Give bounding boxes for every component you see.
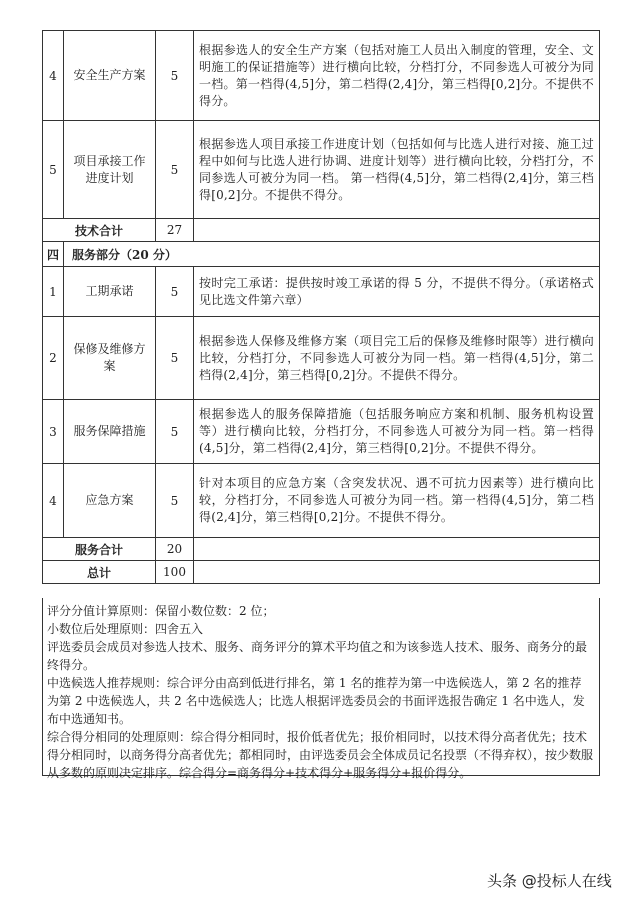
row-item: 服务保障措施 (64, 400, 156, 464)
section-number: 四 (43, 242, 64, 267)
row-number: 4 (43, 464, 64, 538)
row-item: 保修及维修方案 (64, 317, 156, 400)
row-number: 3 (43, 400, 64, 464)
note-line: 评选委员会成员对参选人技术、服务、商务评分的算术平均值之和为该参选人技术、服务、商务分的最终得分。 (47, 640, 588, 672)
row-item: 应急方案 (64, 464, 156, 538)
row-description: 根据参选人的安全生产方案（包括对施工人员出入制度的管理，安全、文明施工的保证措施等）进行横向比较，分档打分，不同参选人可被分为同一档。第一档得(4,5]分，第二档得(2,4]分，第三档得[0,2]分。不提供不得分。 (194, 31, 600, 121)
row-item: 项目承接工作进度计划 (64, 121, 156, 219)
section-title: 服务部分（20 分） (64, 242, 600, 267)
row-number: 4 (43, 31, 64, 121)
service-total-row (43, 538, 600, 561)
row-score: 5 (156, 317, 194, 400)
table-row (43, 267, 600, 317)
watermark: 头条 @投标人在线 (487, 872, 612, 890)
note-line: 评分分值计算原则：保留小数位数：2 位； (47, 604, 275, 618)
row-score: 5 (156, 121, 194, 219)
row-number: 2 (43, 317, 64, 400)
grand-total-label: 总计 (43, 561, 156, 584)
row-score: 5 (156, 267, 194, 317)
row-description: 按时完工承诺：提供按时竣工承诺的得 5 分，不提供不得分。（承诺格式见比选文件第六章） (194, 267, 600, 317)
row-description: 针对本项目的应急方案（含突发状况、遇不可抗力因素等）进行横向比较，分档打分，不同参选人可被分为同一档。第一档得(4,5]分，第二档得(2,4]分，第三档得[0,2]分。不提供不得分。 (194, 464, 600, 538)
table-row (43, 121, 600, 219)
note-line: 小数位后处理原则：四舍五入 (47, 622, 204, 636)
row-item: 工期承诺 (64, 267, 156, 317)
scoring-table (42, 30, 600, 584)
table-row (43, 400, 600, 464)
table-row (43, 31, 600, 121)
empty-cell (194, 538, 600, 561)
row-item: 安全生产方案 (64, 31, 156, 121)
row-number: 1 (43, 267, 64, 317)
note-line: 中选候选人推荐规则：综合评分由高到低进行排名，第 1 名的推荐为第一中选候选人，第 2 名的推荐为第 2 中选候选人，共 2 名中选候选人；比选人根据评选委员会的书面评选报告确定 1 名中选人，发布中选通知书。 (47, 676, 585, 726)
row-score: 5 (156, 31, 194, 121)
table-row (43, 464, 600, 538)
row-score: 5 (156, 400, 194, 464)
service-section-row (43, 242, 600, 267)
tech-total-score: 27 (156, 219, 194, 242)
empty-cell (194, 219, 600, 242)
service-total-label: 服务合计 (43, 538, 156, 561)
row-number: 5 (43, 121, 64, 219)
note-line: 综合得分相同的处理原则：综合得分相同时，报价低者优先；报价相同时，以技术得分高者优先；技术得分相同时，以商务得分高者优先；都相同时，由评选委员会全体成员记名投票（不得弃权），按少数服从多数的原则决定排序。综合得分=商务得分+技术得分+服务得分+报价得分。 (47, 730, 594, 780)
row-description: 根据参选人保修及维修方案（项目完工后的保修及维修时限等）进行横向比较，分档打分，不同参选人可被分为同一档。第一档得(4,5]分，第二档得(2,4]分，第三档得[0,2]分。不提供不得分。 (194, 317, 600, 400)
grand-total-score: 100 (156, 561, 194, 584)
table-row (43, 317, 600, 400)
scoring-notes (42, 598, 600, 780)
service-total-score: 20 (156, 538, 194, 561)
tech-total-label: 技术合计 (43, 219, 156, 242)
grand-total-row (43, 561, 600, 584)
row-description: 根据参选人项目承接工作进度计划（包括如何与比选人进行对接、施工过程中如何与比选人进行协调、进度计划等）进行横向比较，分档打分，不同参选人可被分为同一档。 第一档得(4,5]分，第二档得(2,4]分，第三档得[0,2]分。不提供不得分。 (194, 121, 600, 219)
tech-total-row (43, 219, 600, 242)
empty-cell (194, 561, 600, 584)
row-score: 5 (156, 464, 194, 538)
row-description: 根据参选人的服务保障措施（包括服务响应方案和机制、服务机构设置等）进行横向比较，分档打分，不同参选人可被分为同一档。第一档得(4,5]分，第二档得(2,4]分，第三档得[0,2]分。不提供不得分。 (194, 400, 600, 464)
